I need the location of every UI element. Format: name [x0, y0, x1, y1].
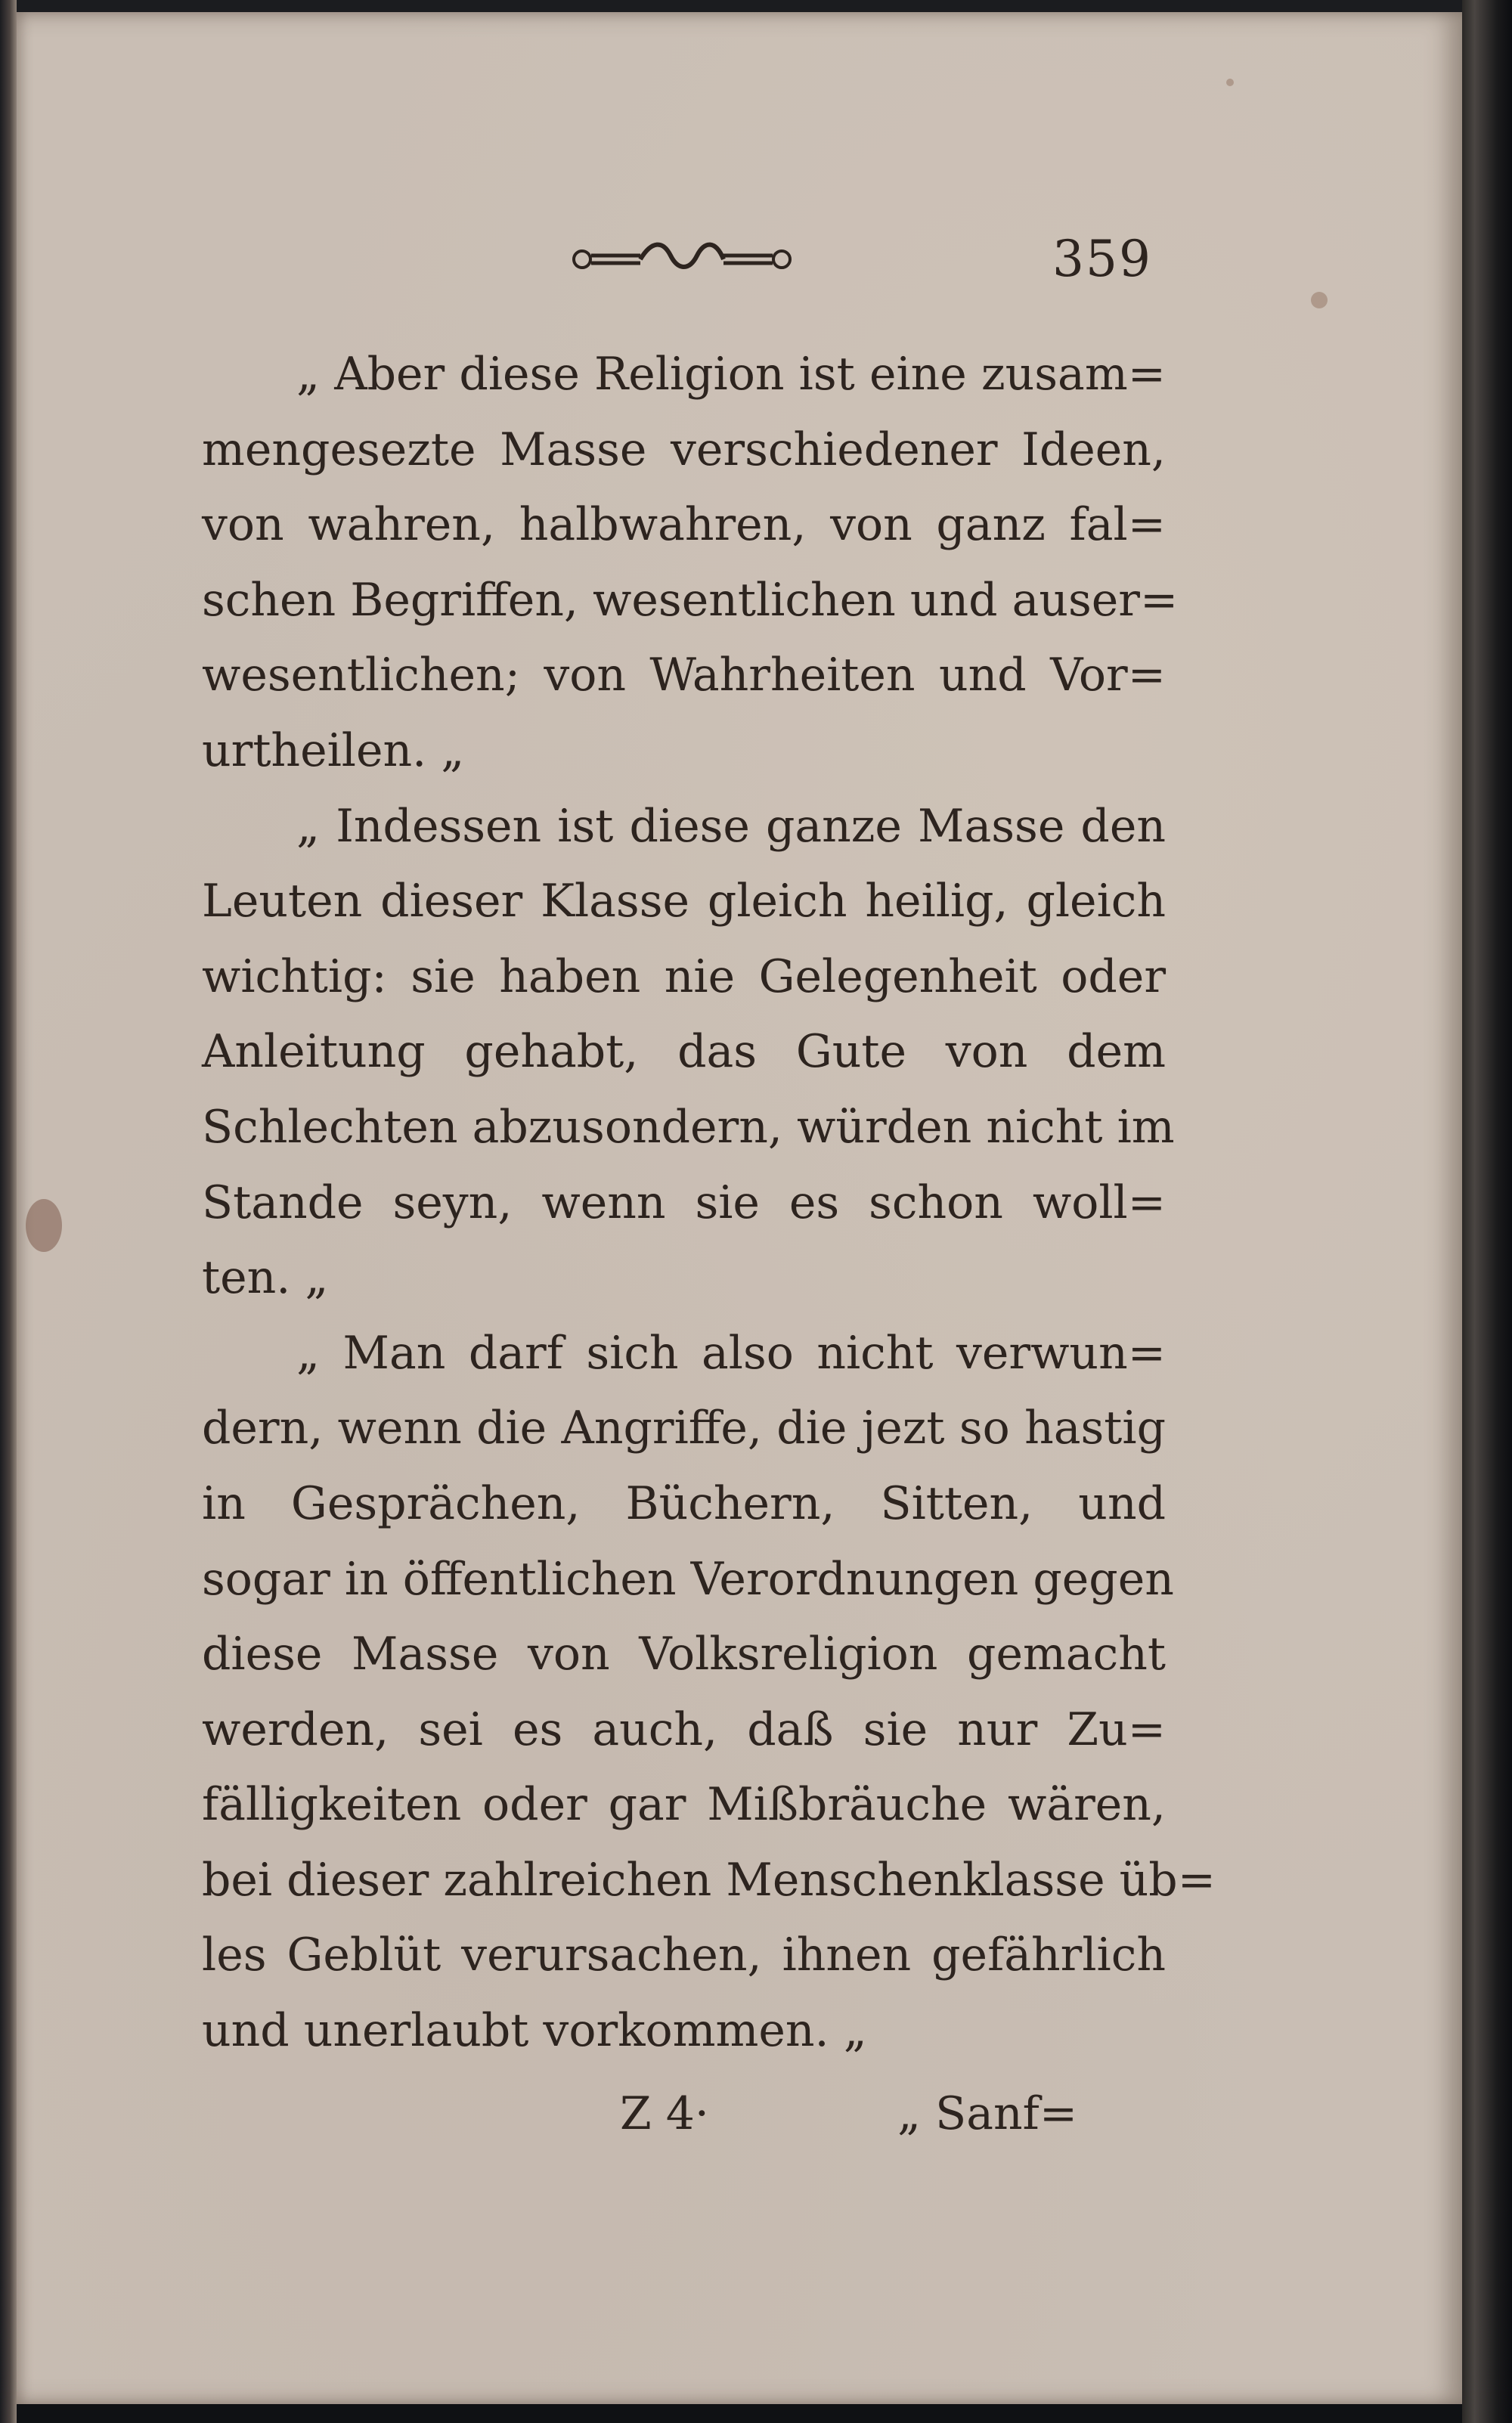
body-text: [202, 337, 1216, 2069]
foxing-stain: [26, 1199, 62, 1252]
text-line: schen Begriffen, wesentlichen und auser=: [202, 573, 1179, 627]
text-line: ten. „: [202, 1251, 329, 1305]
ornamental-rule-icon: [569, 233, 795, 286]
text-line: sogar in öffentlichen Verordnungen gegen: [202, 1552, 1174, 1606]
text-line: von wahren, halbwahren, von ganz fal=: [202, 498, 1166, 552]
text-line: „ Aber diese Religion ist eine zusam=: [296, 348, 1166, 401]
text-line: bei dieser zahlreichen Menschenklasse üb=: [202, 1853, 1216, 1907]
text-line: wesentlichen; von Wahrheiten und Vor=: [202, 649, 1166, 702]
text-line: dern, wenn die Angriffe, die jezt so hastig: [202, 1402, 1166, 1455]
scan-left-border: [0, 0, 17, 2423]
page-header: [17, 230, 1462, 301]
text-line: in Gesprächen, Büchern, Sitten, und: [202, 1476, 1166, 1530]
text-line: Leuten dieser Klasse gleich heilig, gleich: [202, 875, 1166, 928]
text-line: und unerlaubt vorkommen. „: [202, 2004, 867, 2058]
text-line: Schlechten abzusondern, würden nicht im: [202, 1100, 1175, 1154]
text-line: „ Man darf sich also nicht verwun=: [296, 1326, 1166, 1380]
text-line: diese Masse von Volksreligion gemacht: [202, 1628, 1166, 1681]
scan-top-border: [0, 0, 1512, 12]
text-line: fälligkeiten oder gar Mißbräuche wären,: [202, 1778, 1166, 1832]
book-spine-edge: [1462, 0, 1512, 2423]
foxing-stain: [1226, 79, 1234, 86]
text-line: les Geblüt verursachen, ihnen gefährlich: [202, 1929, 1166, 1982]
book-page: [17, 12, 1462, 2404]
text-line: Anleitung gehabt, das Gute von dem: [202, 1025, 1166, 1079]
catchword: „ Sanf=: [897, 2087, 1078, 2140]
text-line: wichtig: sie haben nie Gelegenheit oder: [202, 950, 1166, 1003]
page-footer: [17, 2084, 1462, 2152]
text-line: mengesezte Masse verschiedener Ideen,: [202, 423, 1166, 476]
page-number: 359: [1052, 230, 1152, 288]
text-line: urtheilen. „: [202, 723, 465, 777]
text-line: Stande seyn, wenn sie es schon woll=: [202, 1176, 1166, 1229]
signature-mark: Z 4·: [620, 2087, 710, 2140]
text-line: werden, sei es auch, daß sie nur Zu=: [202, 1703, 1166, 1756]
text-line: „ Indessen ist diese ganze Masse den: [296, 799, 1166, 853]
